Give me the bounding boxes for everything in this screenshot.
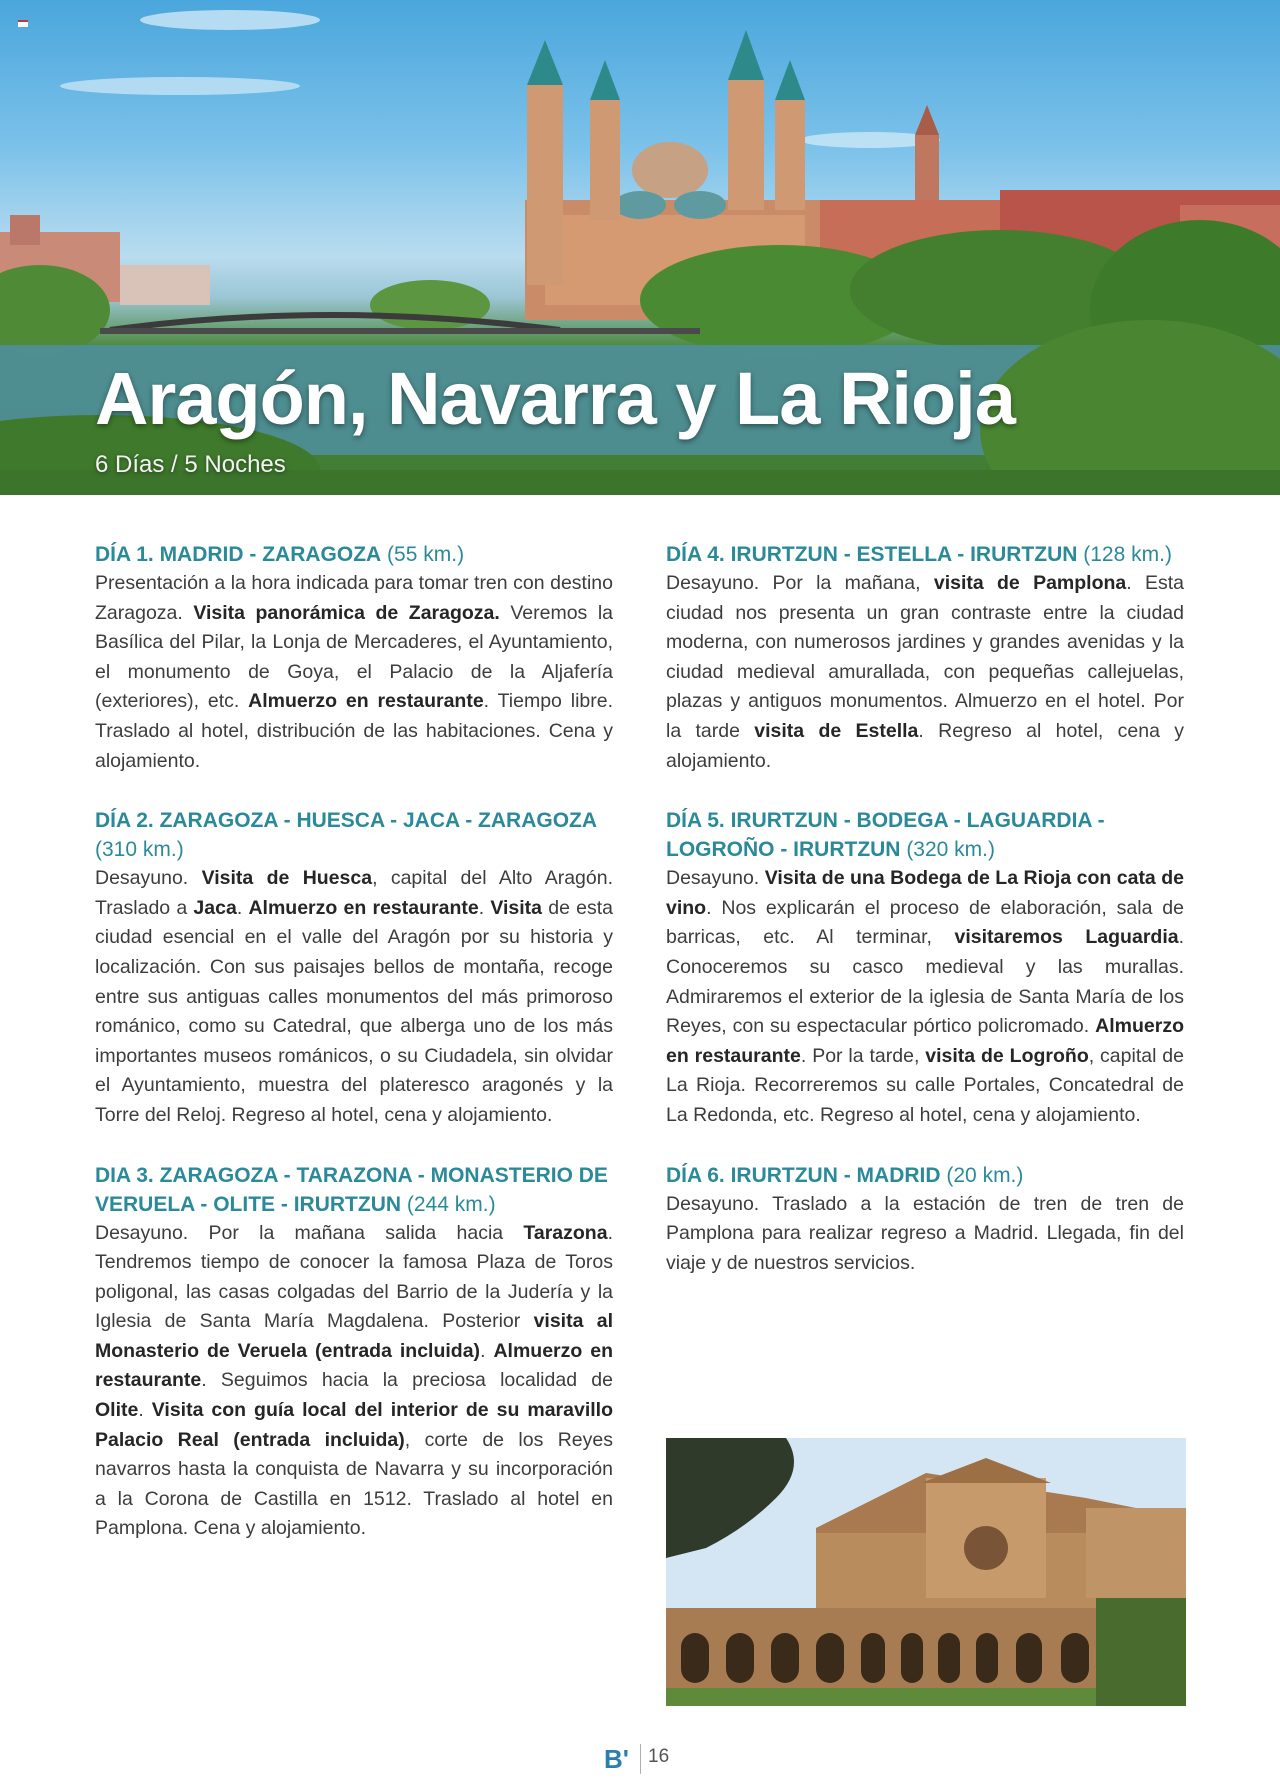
highlighted-text: Almuerzo en restaurante: [248, 690, 484, 713]
body-text: Veremos la Basílica del Pilar, la Lonja de Mercaderes, el Ayuntamiento, el monumento de Goya, el Palacio de la Aljafería (exteriores), etc.: [95, 601, 614, 713]
highlighted-text: Jaca: [193, 896, 237, 919]
day-description: [666, 569, 1184, 776]
highlighted-text: Visita: [490, 896, 543, 919]
day-heading: DÍA 6. IRURTZUN - MADRID (20 km.): [666, 1163, 1024, 1187]
highlighted-text: visitaremos Laguardia: [954, 926, 1179, 949]
body-text: , capital de La Rioja. Recorreremos su calle Portales, Concatedral de La Redonda, etc. Regreso al hotel, cena y alojamiento.: [666, 1044, 1184, 1126]
itinerary-day: [666, 1161, 1184, 1279]
itinerary-day: [95, 806, 613, 1130]
flag-icon: [18, 20, 28, 27]
highlighted-text: Almuerzo en restaurante: [95, 1339, 613, 1392]
day-heading: DÍA 2. ZARAGOZA - HUESCA - JACA - ZARAGOZA (310 km.): [95, 809, 598, 862]
day-description: [95, 1219, 613, 1545]
itinerary-day: [666, 806, 1184, 1130]
highlighted-text: Visita con guía local del interior de su maravillo Palacio Real (entrada incluida): [95, 1399, 613, 1451]
hero-banner: [0, 0, 1280, 495]
itinerary-day: [95, 540, 613, 776]
monastery-photo: [666, 1438, 1186, 1706]
body-text: .: [478, 896, 491, 919]
day-heading: DIA 3. ZARAGOZA - TARAZONA - MONASTERIO DE VERUELA - OLITE - IRURTZUN (244 km.): [95, 1163, 608, 1216]
highlighted-text: Visita panorámica de Zaragoza.: [193, 601, 500, 624]
footer-divider: [640, 1744, 641, 1774]
body-text: . Tendremos tiempo de conocer la famosa Plaza de Toros poligonal, las casas colgadas del Barrio de la Judería y la Iglesia de Santa María Magdalena. Posterior: [95, 1221, 613, 1333]
body-text: . Regreso al hotel, cena y alojamiento.: [666, 719, 1184, 772]
highlighted-text: Almuerzo en restaurante: [248, 896, 479, 919]
body-text: . Tiempo libre. Traslado al hotel, distribución de las habitaciones. Cena y alojamiento.: [95, 690, 613, 772]
highlighted-text: Tarazona: [523, 1221, 608, 1244]
body-text: . Esta ciudad nos presenta un gran contraste entre la ciudad moderna, con numerosos jardines y grandes avenidas y la ciudad medieval amurallada, con pequeñas callejuelas, plazas y antiguos monumentos. Almuerzo en el hotel. Por la tarde: [666, 572, 1184, 742]
page-number: 16: [648, 1746, 670, 1767]
highlighted-text: Visita de Huesca: [201, 867, 373, 890]
highlighted-text: Almuerzo en restaurante: [666, 1015, 1184, 1067]
day-heading: DÍA 4. IRURTZUN - ESTELLA - IRURTZUN (128 km.): [666, 543, 1172, 566]
highlighted-text: Olite: [95, 1399, 139, 1422]
page-title: Aragón, Navarra y La Rioja: [95, 357, 1015, 440]
day-description: [666, 1190, 1184, 1279]
body-text: . Conoceremos su casco medieval y las murallas. Admiraremos el exterior de la iglesia de Santa María de los Reyes, con su espectacular pórtico policromado.: [666, 926, 1185, 1038]
day-description: [666, 864, 1184, 1130]
left-column: [95, 540, 613, 1574]
highlighted-text: visita al Monasterio de Veruela (entrada incluida): [95, 1310, 613, 1362]
day-heading: DÍA 5. IRURTZUN - BODEGA - LAGUARDIA - LOGROÑO - IRURTZUN (320 km.): [666, 809, 1105, 862]
body-text: . Por la tarde,: [800, 1044, 926, 1067]
body-text: , corte de los Reyes navarros hasta la conquista de Navarra y su incorporación a la Corona de Castilla en 1512. Traslado al hotel en Pamplona. Cena y alojamiento.: [95, 1428, 613, 1540]
highlighted-text: visita de Estella: [754, 719, 919, 742]
itinerary-day: [95, 1161, 613, 1545]
highlighted-text: visita de Logroño: [925, 1044, 1089, 1067]
body-text: Desayuno. Por la mañana,: [666, 572, 934, 594]
body-text: Presentación a la hora indicada para tomar tren con destino Zaragoza.: [95, 572, 613, 624]
body-text: .: [236, 896, 249, 919]
body-text: .: [480, 1339, 494, 1362]
body-text: , capital del Alto Aragón. Traslado a: [95, 867, 613, 919]
day-description: [95, 864, 613, 1130]
day-description: [95, 569, 613, 776]
body-text: .: [138, 1399, 152, 1422]
body-text: . Nos explicarán el proceso de elaboración, sala de barricas, etc. Al terminar,: [666, 896, 1184, 949]
page-subtitle: 6 Días / 5 Noches: [95, 451, 286, 478]
body-text: . Seguimos hacia la preciosa localidad de: [201, 1369, 613, 1392]
body-text: Desayuno.: [666, 867, 765, 890]
highlighted-text: visita de Pamplona: [933, 572, 1127, 594]
right-column: [666, 540, 1184, 1308]
body-text: Desayuno. Por la mañana salida hacia: [95, 1221, 524, 1244]
day-heading: DÍA 1. MADRID - ZARAGOZA (55 km.): [95, 543, 465, 566]
highlighted-text: Visita de una Bodega de La Rioja con cata de vino: [666, 867, 1184, 919]
brand-logo: B': [604, 1744, 629, 1774]
body-text: Desayuno.: [95, 867, 202, 890]
itinerary-day: [666, 540, 1184, 776]
body-text: Desayuno. Traslado a la estación de tren de tren de Pamplona para realizar regreso a Madrid. Llegada, fin del viaje y de nuestros servicios.: [666, 1192, 1184, 1274]
body-text: de esta ciudad esencial en el valle del Aragón por su historia y localización. Con sus paisajes bellos de montaña, recoge entre sus antiguas calles monumentos del más primoroso románico, como su Catedral, que alberga uno de los más importantes museos románicos, o su Ciudadela, sin olvidar el Ayuntamiento, muestra del plateresco aragonés y la Torre del Reloj. Regreso al hotel, cena y alojamiento.: [95, 896, 614, 1126]
